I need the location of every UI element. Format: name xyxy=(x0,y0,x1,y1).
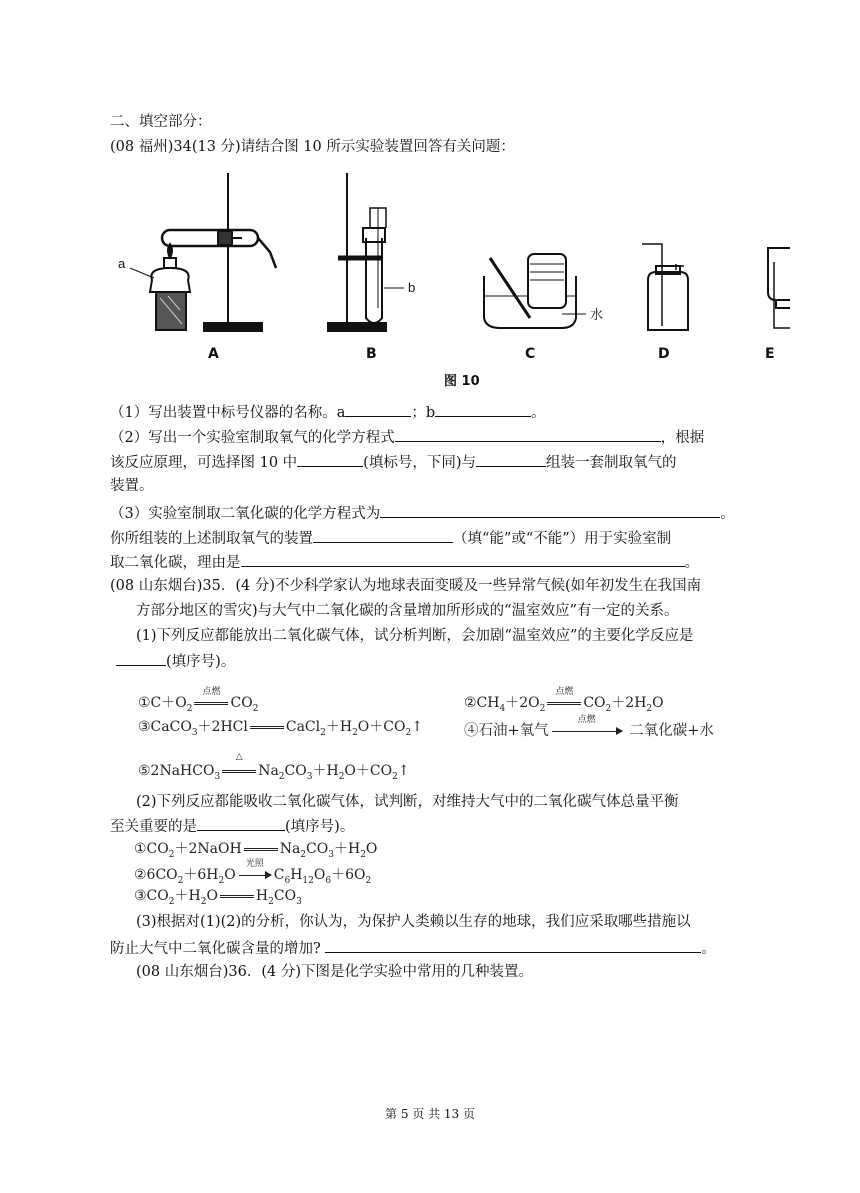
r2-s3: 2 xyxy=(605,703,612,714)
r3-s2: 2 xyxy=(320,727,326,738)
blank-q35-2[interactable] xyxy=(197,815,285,831)
pointer-b-label: b xyxy=(408,280,416,295)
a2-e: H xyxy=(290,867,303,883)
q34-intro: (08 福州)34(13 分)请结合图 10 所示实验装置回答有关问题： xyxy=(110,139,515,155)
a2-s3: 6 xyxy=(284,875,291,886)
a2-b: ＋6H xyxy=(183,867,219,883)
q34-part2-text: （2）写出一个实验室制取氧气的化学方程式 xyxy=(110,430,395,446)
a1-s1: 2 xyxy=(168,849,175,860)
q34-part2-line2-b: (填标号，下同)与 xyxy=(363,455,476,471)
r1-eq-sign xyxy=(194,702,228,705)
q35-part2-line2-b: (填序号)。 xyxy=(285,819,355,835)
r4-cond xyxy=(549,715,625,739)
q34-part3-line2-a: 你所组装的上述制取氧气的装置 xyxy=(110,531,313,547)
r3-c: CaCl xyxy=(285,719,321,735)
reaction-1 xyxy=(138,687,259,714)
a3-s4: 3 xyxy=(296,896,302,907)
a2-arrow xyxy=(239,875,271,876)
a1-s2: 2 xyxy=(300,849,307,860)
r5-b: Na xyxy=(258,763,279,779)
r5-e: O＋CO xyxy=(344,763,393,779)
r2-s2: 2 xyxy=(539,703,546,714)
r3-eq-sign xyxy=(250,726,284,729)
a1-c: Na xyxy=(279,841,301,857)
q34-part3-text: （3）实验室制取二氧化碳的化学方程式为 xyxy=(110,506,381,522)
a3-s3: 2 xyxy=(268,896,274,907)
r1-a: ①C＋O xyxy=(138,695,187,711)
r3-a: ③CaCO xyxy=(138,719,192,735)
a1-eq-sign xyxy=(244,848,278,851)
figure-label-e: E xyxy=(765,346,775,362)
r3-e: O＋CO xyxy=(357,719,406,735)
a3-d: H xyxy=(255,888,269,904)
a2-cond-text: 光照 xyxy=(245,859,264,869)
r2-s4: 2 xyxy=(646,703,653,714)
q34-part2 xyxy=(110,426,704,448)
a1-b: ＋2NaOH xyxy=(174,841,242,857)
blank-apparatus-1[interactable] xyxy=(297,451,363,467)
a1-s4: 2 xyxy=(360,849,366,860)
a3-c: O xyxy=(206,888,218,904)
q35-part2-line1: (2)下列反应都能吸收二氧化碳气体，试判断，对维持大气中的二氧化碳气体总量平衡 xyxy=(136,794,679,810)
r1-cond xyxy=(192,687,230,711)
r5-a: ⑤2NaHCO xyxy=(138,763,215,779)
a3-e: CO xyxy=(273,888,297,904)
q34-part3-line2-b: （填“能”或“不能”）用于实验室制 xyxy=(453,531,672,547)
a2-s4: 12 xyxy=(302,875,314,886)
q35-part3-line2-text: 防止大气中二氧化碳含量的增加? xyxy=(110,941,321,957)
q34-part3-line2 xyxy=(110,527,671,549)
q34-part1 xyxy=(110,401,546,423)
figure-label-b: B xyxy=(366,346,377,362)
q35-part3-end: 。 xyxy=(701,941,716,957)
r5-s2: 2 xyxy=(278,771,285,782)
reaction-5 xyxy=(138,752,410,782)
q34-part2-line2 xyxy=(110,451,677,473)
q35-part1-line2-text: (填序号)。 xyxy=(166,654,236,670)
a3-s2: 2 xyxy=(200,896,207,907)
r5-cond xyxy=(220,752,258,779)
blank-reason[interactable] xyxy=(241,551,685,567)
r3-f: ↑ xyxy=(411,719,423,735)
q34-part1-end: 。 xyxy=(531,405,546,421)
r4-a: ④石油+氧气 xyxy=(464,723,549,739)
r2-c: CO xyxy=(583,695,606,711)
r4-cond-text: 点燃 xyxy=(577,715,596,725)
q35-intro-line2: 方部分地区的雪灾)与大气中二氧化碳的含量增加所形成的“温室效应”有一定的关系。 xyxy=(136,603,679,619)
r2-cond xyxy=(545,687,583,711)
blank-co2-equation[interactable] xyxy=(380,502,720,518)
a1-d: CO xyxy=(306,841,329,857)
figure-label-c: C xyxy=(525,346,536,362)
r1-sub2: 2 xyxy=(252,703,259,714)
r1-b: CO xyxy=(230,695,253,711)
r3-b: ＋2HCl xyxy=(197,719,248,735)
section-title: 二、填空部分： xyxy=(110,114,212,130)
a2-c: O xyxy=(224,867,236,883)
r5-d: ＋H xyxy=(312,763,339,779)
a2-f: O xyxy=(313,867,326,883)
reaction-2 xyxy=(464,687,664,714)
q34-part2-line2-c: 组装一套制取氧气的 xyxy=(546,455,677,471)
a1-s3: 3 xyxy=(328,849,334,860)
q34-part3-line3-end: 。 xyxy=(684,555,699,571)
a1-f: O xyxy=(365,841,378,857)
r2-s1: 4 xyxy=(499,703,506,714)
r5-f: ↑ xyxy=(397,763,410,779)
q35-part3-line1: (3)根据对(1)(2)的分析，你认为，为保护人类赖以生存的地球，我们应采取哪些措施以 xyxy=(136,914,691,930)
r3-s1: 3 xyxy=(191,727,198,738)
page-footer: 第 5 页 共 13 页 xyxy=(385,1107,475,1121)
q36-intro: (08 山东烟台)36．(4 分)下图是化学实验中常用的几种装置。 xyxy=(136,964,533,980)
a2-a: ②6CO xyxy=(134,867,178,883)
q35-part2-line2 xyxy=(110,815,354,837)
a1-a: ①CO xyxy=(134,841,169,857)
r2-e: O xyxy=(652,695,664,711)
q34-part3-line3 xyxy=(110,551,699,573)
blank-measures[interactable] xyxy=(325,937,701,953)
blank-a[interactable] xyxy=(345,401,411,417)
a3-a: ③CO xyxy=(134,888,169,904)
q34-part1-mid: ；b xyxy=(411,405,436,421)
absorption-3 xyxy=(134,885,302,907)
q34-part2-line3: 装置。 xyxy=(110,478,154,494)
figure-label-d: D xyxy=(658,346,670,362)
a2-g: ＋6O xyxy=(331,867,366,883)
r2-eq-sign xyxy=(547,702,581,705)
r5-s4: 2 xyxy=(338,771,345,782)
q34-part3-end: 。 xyxy=(720,506,735,522)
q34-part1-text: （1）写出装置中标号仪器的名称。a xyxy=(110,405,346,421)
water-label: 水 xyxy=(590,308,604,323)
a1-e: ＋H xyxy=(333,841,361,857)
blank-b[interactable] xyxy=(435,401,531,417)
a2-s5: 6 xyxy=(325,875,332,886)
r3-s4: 2 xyxy=(405,727,412,738)
a2-cond xyxy=(236,859,274,883)
r2-cond-text: 点燃 xyxy=(555,687,574,697)
r3-s3: 2 xyxy=(352,727,358,738)
r1-sub: 2 xyxy=(186,703,193,714)
blank-q35-1[interactable] xyxy=(116,650,166,666)
absorption-2 xyxy=(134,859,372,886)
a2-d: C xyxy=(273,867,285,883)
q34-part2-end: ，根据 xyxy=(660,430,705,446)
figure-caption: 图 10 xyxy=(444,374,480,389)
q34-part2-line2-a: 该反应原理，可选择图 10 中 xyxy=(110,455,298,471)
pointer-a-label: a xyxy=(118,256,126,271)
blank-oxygen-equation[interactable] xyxy=(395,426,661,442)
q34-part3 xyxy=(110,502,735,524)
r5-cond-text: △ xyxy=(235,752,243,762)
r5-s5: 2 xyxy=(392,771,398,782)
r3-d: ＋H xyxy=(325,719,353,735)
r5-c: CO xyxy=(284,763,307,779)
reaction-4 xyxy=(464,715,714,740)
r1-cond-text: 点燃 xyxy=(202,687,221,697)
r5-s1: 3 xyxy=(214,771,221,782)
r4-b: 二氧化碳+水 xyxy=(629,723,714,739)
blank-can-or-cannot[interactable] xyxy=(313,527,453,543)
a2-s2: 2 xyxy=(218,875,225,886)
r4-arrow xyxy=(552,731,622,732)
a3-b: ＋H xyxy=(174,888,201,904)
a3-eq-sign xyxy=(220,895,254,898)
blank-apparatus-2[interactable] xyxy=(476,451,546,467)
q35-intro-line1: (08 山东烟台)35．(4 分)不少科学家认为地球表面变暖及一些异常气候(如年初发生在我国南 xyxy=(110,578,702,594)
r2-b: ＋2O xyxy=(505,695,540,711)
q35-part1-line2 xyxy=(116,650,235,672)
figure-label-a: A xyxy=(208,346,219,362)
q35-part1-line1: (1)下列反应都能放出二氧化碳气体，试分析判断，会加剧“温室效应”的主要化学反应是 xyxy=(136,628,694,644)
reaction-3 xyxy=(138,716,423,738)
q35-part2-line2-a: 至关重要的是 xyxy=(110,819,197,835)
q35-part3-line2 xyxy=(110,937,716,959)
a2-s6: 2 xyxy=(365,875,372,886)
r5-s3: 3 xyxy=(306,771,313,782)
r2-d: ＋2H xyxy=(611,695,647,711)
r5-eq-sign xyxy=(222,770,256,773)
a2-s1: 2 xyxy=(177,875,184,886)
q34-part3-line3-a: 取二氧化碳，理由是 xyxy=(110,555,241,571)
a3-s1: 2 xyxy=(168,896,175,907)
r2-a: ②CH xyxy=(464,695,500,711)
